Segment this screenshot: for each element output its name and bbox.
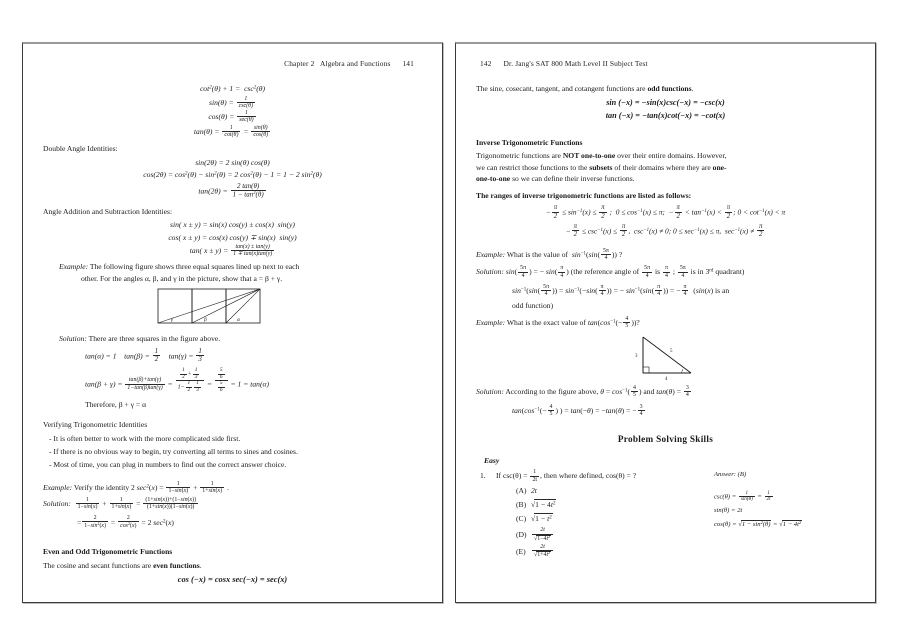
page-header-left: Chapter 2 Algebra and Functions 141 bbox=[284, 59, 414, 68]
solution-2-label: Solution: bbox=[43, 499, 71, 509]
inverse-para-line2 bbox=[476, 162, 855, 174]
even-odd-title: Even and Odd Trigonometric Functions bbox=[43, 547, 173, 556]
odd-equation-tan: tan (−x) = −tan(x)cot(−x) = −cot(x) bbox=[605, 111, 726, 121]
solution-1-sum: tan(β + γ) = $\frac{\tan(\beta)+\tan(\gamma)}{1-\tan(\beta)\tan(\gamma)}$ = $\frac{1}{2}$ + $\frac{1}{3}$ 1− $\frac{1}{2}$ $\frac{1}{3}$ = $\frac{\frac{5}{6}}{\frac{5}{6}}$ = 1 = tan(α) bbox=[85, 366, 270, 393]
answer-choice-d[interactable]: (D) $\frac{2t}{√1-4t^2}$ bbox=[516, 527, 714, 541]
solution-1-label: Solution: bbox=[59, 333, 87, 343]
angle-addition-block bbox=[43, 219, 422, 257]
three-squares-figure bbox=[157, 288, 309, 330]
question-prompt-pre: If csc(θ) = bbox=[496, 471, 530, 481]
verifying-bullet-1: - It is often better to work with the more complicated side first. bbox=[49, 433, 241, 443]
double-angle-sin: sin(2θ) = 2 sin(θ) cos(θ) bbox=[195, 157, 270, 167]
double-angle-block bbox=[43, 157, 422, 199]
example-1-label: Example: bbox=[59, 261, 89, 271]
even-odd-text-pre: The cosine and secant functions are bbox=[43, 560, 154, 570]
answer-choice-e[interactable]: (E) $\frac{2t}{√1+4t^2}$ bbox=[516, 544, 714, 558]
even-odd-text-bold: even functions bbox=[153, 560, 200, 570]
identity-tan-recip: tan(θ) = $\frac{1}{\cot(\theta)}$ = $\frac{\sin(\theta)}{\cos(\theta)}$ bbox=[193, 124, 269, 138]
svg-text:α: α bbox=[236, 316, 240, 323]
solution-1-therefore: Therefore, β + γ = α bbox=[85, 399, 147, 409]
answer-line-1: csc(θ) = $\frac{1}{\sin(\theta)}$ = $\frac{1}{2t}$ bbox=[714, 489, 771, 503]
answer-choice-b[interactable]: (B) $√1 - 4t^2$ bbox=[516, 500, 556, 510]
question-row bbox=[476, 469, 855, 558]
even-odd-equation: cos (−x) = cosx sec(−x) = sec(x) bbox=[177, 575, 288, 585]
inverse-p2-post: of their domains where they are bbox=[612, 162, 713, 172]
inverse-p3-bold: one-to-one bbox=[476, 174, 511, 184]
inverse-para-line1 bbox=[476, 150, 855, 162]
solution-2-right-label: Solution: bbox=[476, 387, 504, 397]
solution-2-right: Solution: According to the figure above, $\theta = \cos^{-1}$( $\frac{4}{5}$ ) and tan(θ) = $\frac{3}{4}$ bbox=[476, 385, 689, 399]
answer-line-3: $\cos(\theta) = √1 - \sin^2(\theta) = √1 - 4t^2$ bbox=[714, 519, 802, 528]
identity-sin-recip: sin(θ) = $\frac{1}{\csc(\theta)}$ bbox=[209, 95, 253, 109]
double-angle-label: Double Angle Identities: bbox=[43, 144, 118, 153]
reciprocal-identities-block bbox=[43, 83, 422, 138]
inverse-p1-bold: NOT one-to-one bbox=[562, 151, 616, 161]
solution-1-left bbox=[59, 333, 422, 345]
example-2-right-label: Example: bbox=[476, 317, 506, 327]
right-triangle-figure bbox=[633, 333, 699, 381]
triangle-label-hypotenuse: 5 bbox=[669, 349, 672, 355]
solution-2-left: Solution: $\frac{1}{1-\sin(x)}$ + $\frac{1}{1+\sin(x)}$ = $\frac{(1+\sin(x))+(1-\sin(x))}{(1+\sin(x))(1-\sin(x))}$ bbox=[43, 497, 197, 511]
example-1-line1: The following figure shows three equal squares lined up next to each bbox=[89, 261, 300, 271]
even-odd-text bbox=[43, 560, 422, 572]
choice-c-letter: (C) bbox=[516, 514, 527, 524]
solution-1-tans: tan(α) = 1 tan(β) = $\frac{1}{2}$ tan(γ) = $\frac{1}{3}$ bbox=[85, 347, 202, 364]
solution-1-text: There are three squares in the figure above. bbox=[88, 333, 221, 343]
choice-e-letter: (E) bbox=[516, 547, 526, 557]
solution-1-right-label: Solution: bbox=[476, 267, 504, 277]
example-1-line2: other. For the angles α, β, and γ in the picture, show that a = β + γ. bbox=[81, 274, 283, 284]
verifying-bullet-3: - Most of time, you can plug in numbers to find out the correct answer choice. bbox=[49, 459, 287, 469]
question-column bbox=[476, 469, 714, 558]
inverse-p3-post: so we can define their inverse functions. bbox=[510, 174, 635, 184]
choice-b-letter: (B) bbox=[516, 500, 527, 510]
choice-a-letter: (A) bbox=[516, 486, 527, 496]
identity-cos-recip: cos(θ) = $\frac{1}{\sec(\theta)}$ bbox=[208, 110, 254, 124]
inverse-p2-tail: one- bbox=[712, 162, 727, 172]
example-1-left bbox=[59, 261, 422, 273]
answer-choice-a[interactable]: (A) 2t bbox=[516, 486, 537, 496]
question-prompt bbox=[476, 469, 714, 482]
verifying-identities-bullets bbox=[49, 433, 422, 471]
solution-1-right-line2: $\sin^{-1}(\sin$( $\frac{5\pi}{4}$ )) = $\sin^{-1}(-\sin$( $\frac{\pi}{4}$ )) = − $\sin^{-1}(\sin$( $\frac{\pi}{4}$ )) = − $\frac{\pi}{4}$ (sin(x) is an bbox=[512, 283, 730, 297]
angle-addition-label: Angle Addition and Subtraction Identities: bbox=[43, 206, 173, 216]
answer-choice-c[interactable]: (C) $√1 - t^2$ bbox=[516, 514, 552, 524]
addition-cos: cos( x ± y) = cos(x) cos(y) ∓ sin(x) sin(y) bbox=[168, 232, 297, 242]
choice-d-letter: (D) bbox=[516, 530, 527, 540]
ranges-line-1: − $\frac{\pi}{2}$ ≤ $\sin^{-1}(x)$ ≤ $\frac{\pi}{2}$ ; $0 \le \cos^{-1}(x) \le \pi$; − $\frac{\pi}{2}$ < $\tan^{-1}(x)$ < $\frac{\pi}{2}$ ; $0 < \cot^{-1}(x) < \pi$ bbox=[545, 204, 786, 220]
example-2-label: Example: bbox=[43, 482, 73, 492]
double-angle-cos: $\cos(2\theta) = \cos^2(\theta) - \sin^2(\theta) = 2$ $\cos^2(\theta) - 1 = 1 - 2$ $\sin^2(\theta)$ bbox=[143, 170, 322, 180]
verifying-identities-title: Verifying Trigonometric Identities bbox=[43, 420, 148, 430]
inverse-p2-bold: subsets bbox=[589, 162, 613, 172]
problem-solving-skills-title: Problem Solving Skills bbox=[617, 433, 714, 444]
odd-functions-intro bbox=[476, 83, 855, 95]
solution-1-right-line3: odd function) bbox=[512, 301, 554, 311]
example-1-right: Example: What is the value of $\sin^{-1}(\sin$( $\frac{5\pi}{4}$ )) ? bbox=[476, 247, 623, 262]
ranges-title: The ranges of inverse trigonometric functions are listed as follows: bbox=[476, 190, 692, 200]
ranges-line-2: − $\frac{\pi}{2}$ ≤ $\csc^{-1}(x)$ ≤ $\frac{\pi}{2}$ , $\csc^{-1}(x) \ne 0$; $0 \le \sec^{-1}(x) \le \pi$, $\sec^{-1}(x)$ ≠ $\frac{\pi}{2}$ bbox=[565, 222, 763, 238]
inverse-p2-pre: we can restrict those functions to the bbox=[476, 162, 590, 172]
difficulty-label: Easy bbox=[484, 455, 500, 465]
solution-1-right: Solution: sin( $\frac{5\pi}{4}$ ) = − sin( $\frac{\pi}{4}$ ) (the reference angle of $\frac{5\pi}{4}$ is $\frac{\pi}{4}$ ; $\frac{5\pi}{4}$ is in 3rd quadrant) bbox=[476, 265, 745, 279]
textbook-page-left bbox=[22, 42, 443, 603]
even-odd-text-post: . bbox=[199, 560, 202, 570]
odd-intro-bold: odd functions bbox=[647, 84, 692, 94]
example-2-right: Example: What is the exact value of $\tan(\cos^{-1}(-$ $\frac{4}{5}$ ))? bbox=[476, 315, 640, 329]
solution-2-line2: = $\frac{2}{1-\sin^2(x)}$ = $\frac{2}{\cos^2(x)}$ = 2 $\sec^2(x)$ bbox=[77, 514, 174, 529]
example-1-right-label: Example: bbox=[476, 249, 506, 259]
answer-column bbox=[714, 469, 855, 530]
question-prompt-fraction: $\frac{1}{2t}$ bbox=[532, 469, 538, 483]
question-prompt-post: , then where defined, cos(θ) = ? bbox=[540, 471, 637, 481]
double-angle-tan: tan(2θ) = $\frac{2 \tan(\theta)}{1 - \tan^2(\theta)}$ bbox=[198, 181, 264, 199]
triangle-label-horizontal: 4 bbox=[664, 377, 667, 382]
inverse-p1-post: over their entire domains. However, bbox=[615, 151, 727, 161]
svg-text:β: β bbox=[203, 316, 207, 323]
textbook-page-right bbox=[455, 42, 876, 603]
svg-text:γ: γ bbox=[170, 316, 173, 323]
odd-intro-pre: The sine, cosecant, tangent, and cotangent functions are bbox=[476, 84, 648, 94]
inverse-p1-pre: Trigonometric functions are bbox=[476, 151, 563, 161]
identity-cot-csc: $\cot^2(\theta) + 1 = \csc^2(\theta)$ bbox=[199, 84, 266, 94]
example-2-left: Example: Verify the identity 2 $\sec^2(x)$ = $\frac{1}{1-\sin(x)}$ + $\frac{1}{1+\sin(x)}$ . bbox=[43, 480, 229, 495]
triangle-label-vertical: 3 bbox=[634, 354, 637, 360]
odd-intro-post: . bbox=[691, 84, 694, 94]
question-number: 1. bbox=[480, 471, 486, 481]
addition-sin: sin( x ± y) = sin(x) cos(y) ± cos(x) sin(y) bbox=[170, 220, 295, 230]
page-header-right: 142 Dr. Jang's SAT 800 Math Level II Subject Test bbox=[480, 59, 648, 68]
answer-label: Answer: (B) bbox=[714, 471, 747, 479]
addition-tan: tan( x ± y) = $\frac{\tan(x) \pm \tan(y)}{1 \mp \tan(x)\tan(y)}$ bbox=[189, 244, 273, 258]
inverse-para-line3 bbox=[476, 173, 855, 185]
inverse-trig-title: Inverse Trigonometric Functions bbox=[476, 137, 583, 147]
solution-2-right-line2: $\tan(\cos^{-1}(-$ $\frac{4}{5}$ ) ) = tan(−θ) = −tan(θ) = − $\frac{3}{4}$ bbox=[512, 403, 643, 417]
answer-line-2: sin(θ) = 2t bbox=[714, 507, 743, 515]
verifying-bullet-2: - If there is no obvious way to begin, try converting all terms to sines and cosines. bbox=[49, 446, 298, 456]
odd-equation-sin: sin (−x) = −sin(x)csc(−x) = −csc(x) bbox=[606, 97, 725, 107]
